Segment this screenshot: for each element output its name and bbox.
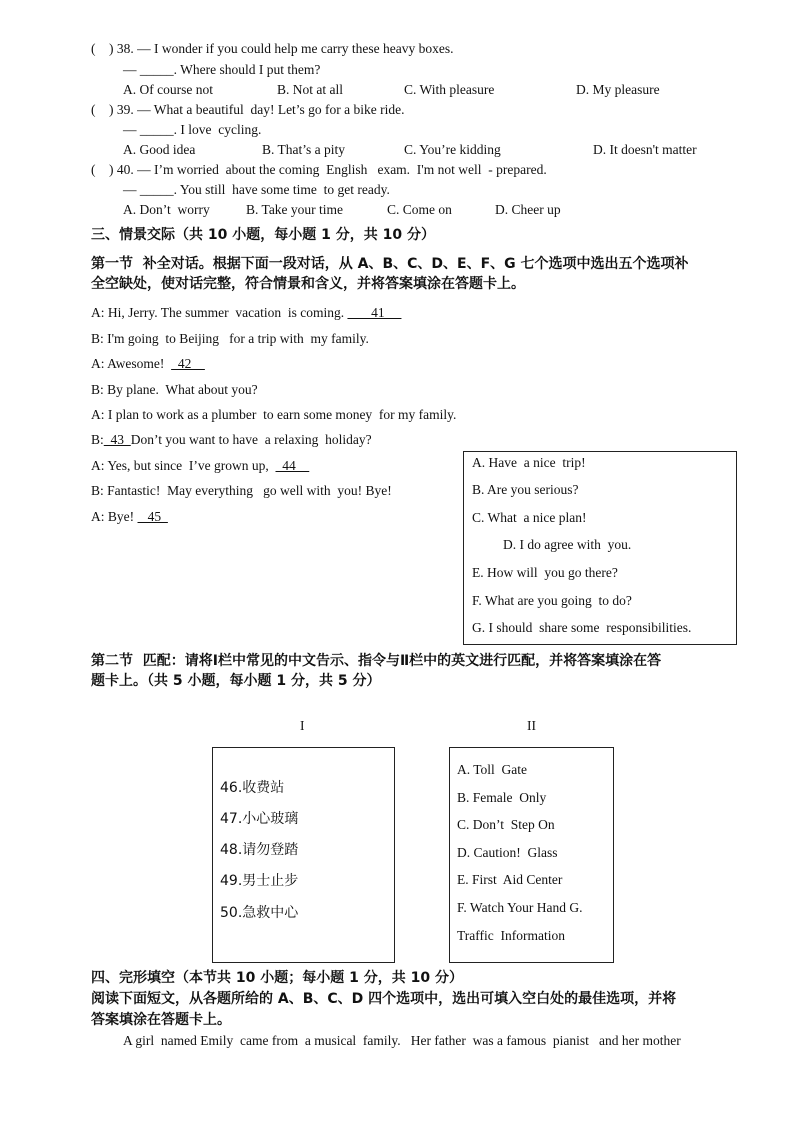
blank-44: 44 [275,458,310,473]
q38-option-d: D. My pleasure [576,82,660,97]
col2-item-f: F. Watch Your Hand G. [457,900,583,915]
q38-option-a: A. Of course not [123,82,213,97]
choice-b: B. Are you serious? [472,482,579,497]
column-1-box [212,747,395,963]
dialogue-line-7: A: Yes, but since I’ve grown up, 44 [91,458,310,473]
q38-reply: — _____. Where should I put them? [123,62,321,77]
q40-stem: ( ) 40. — I’m worried about the coming English exam. I'm not well - prepared. [91,162,547,177]
col1-item-47: 47.小心玻璃 [220,811,299,827]
col2-item-d: D. Caution! Glass [457,845,558,860]
q40-option-b: B. Take your time [246,202,344,217]
col2-item-a: A. Toll Gate [457,762,528,777]
q39-stem: ( ) 39. — What a beautiful day! Let’s go for a bike ride. [91,102,405,117]
choice-c: C. What a nice plan! [472,510,587,525]
dialogue-line-2: B: I'm going to Beijing for a trip with my family. [91,331,369,346]
blank-41: 41 [347,305,402,320]
choice-g: G. I should share some responsibilities. [472,620,692,635]
section3-title: 三、情景交际（共 10 小题，每小题 1 分，共 10 分） [91,227,435,243]
column-2-box [449,747,614,963]
q39-option-b: B. That’s a pity [262,142,345,157]
q38-option-c: C. With pleasure [404,82,495,97]
col2-item-b: B. Female Only [457,790,547,805]
dialogue-line-6: B: 43 Don’t you want to have a relaxing holiday? [91,432,372,447]
section3-part2-instruction-1: 第二节 匹配：请将Ⅰ栏中常见的中文告示、指令与Ⅱ栏中的英文进行匹配，并将答案填涂在答 [91,653,662,669]
choice-f: F. What are you going to do? [472,593,632,608]
q39-option-a: A. Good idea [123,142,196,157]
choice-a: A. Have a nice trip! [472,455,586,470]
section4-instruction-2: 答案填涂在答题卡上。 [91,1012,231,1028]
col1-item-46: 46.收费站 [220,780,285,796]
dialogue-line-4: B: By plane. What about you? [91,382,258,397]
section3-part1-instruction-1: 第一节 补全对话。根据下面一段对话，从 A、B、C、D、E、F、G 七个选项中选出五个选项补 [91,256,689,272]
q39-reply: — _____. I love cycling. [123,122,262,137]
dialogue-choices-box [463,451,737,645]
col2-item-e: E. First Aid Center [457,872,563,887]
q39-option-d: D. It doesn't matter [593,142,697,157]
q40-option-a: A. Don’t worry [123,202,210,217]
q40-option-c: C. Come on [387,202,452,217]
col1-item-48: 48.请勿登踏 [220,842,299,858]
choice-e: E. How will you go there? [472,565,618,580]
section4-title: 四、完形填空（本节共 10 小题；每小题 1 分，共 10 分） [91,970,463,986]
q38-stem: ( ) 38. — I wonder if you could help me carry these heavy boxes. [91,41,454,56]
q40-reply: — _____. You still have some time to get ready. [123,182,390,197]
dialogue-line-9: A: Bye! 45 [91,509,168,524]
q39-option-c: C. You’re kidding [404,142,501,157]
q38-option-b: B. Not at all [277,82,343,97]
blank-42: 42 [171,356,205,371]
col2-item-g: Traffic Information [457,928,565,943]
passage-line-1: A girl named Emily came from a musical family. Her father was a famous pianist and her mother [123,1033,681,1048]
dialogue-line-8: B: Fantastic! May everything go well with you! Bye! [91,483,392,498]
dialogue-line-5: A: I plan to work as a plumber to earn some money for my family. [91,407,457,422]
section4-instruction-1: 阅读下面短文，从各题所给的 A、B、C、D 四个选项中，选出可填入空白处的最佳选项，并将 [91,991,677,1007]
section3-part1-instruction-2: 全空缺处，使对话完整，符合情景和含义，并将答案填涂在答题卡上。 [91,276,525,292]
column-1-header: I [300,718,305,733]
blank-45: 45 [137,509,168,524]
col2-item-c: C. Don’t Step On [457,817,555,832]
blank-43: 43 [103,432,131,447]
dialogue-line-3: A: Awesome! 42 [91,356,205,371]
col1-item-50: 50.急救中心 [220,905,299,921]
dialogue-line-1: A: Hi, Jerry. The summer vacation is coming. 41 [91,305,402,320]
section3-part2-instruction-2: 题卡上。（共 5 小题，每小题 1 分，共 5 分） [91,673,381,689]
q40-option-d: D. Cheer up [495,202,561,217]
col1-item-49: 49.男士止步 [220,873,299,889]
choice-d: D. I do agree with you. [503,537,632,552]
column-2-header: II [527,718,536,733]
